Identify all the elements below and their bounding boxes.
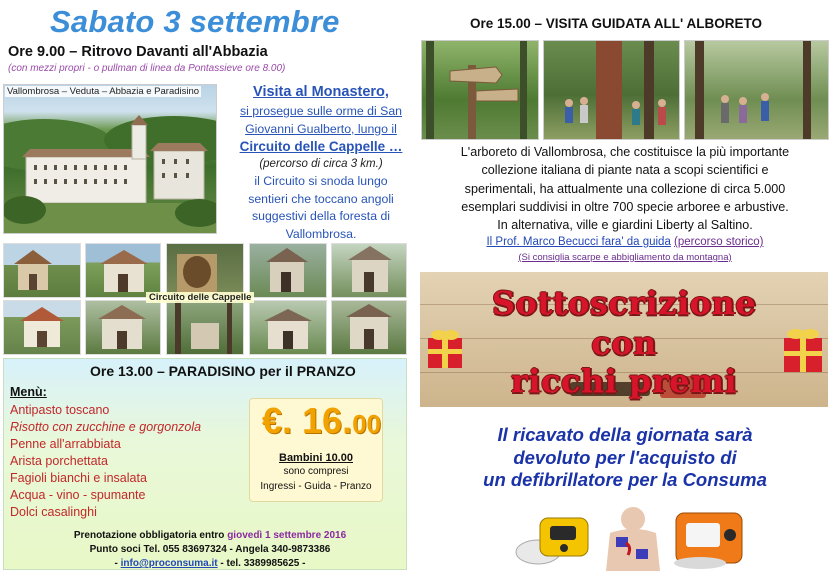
circuit-name: Circuito delle Cappelle … (239, 139, 403, 154)
booking-date: giovedì 1 settembre 2016 (227, 530, 347, 541)
abbey-photo-caption: Vallombrosa – Veduta – Abbazia e Paradisino (7, 86, 200, 97)
tour-line: esemplari suddivisi in oltre 700 specie arboree e arbustive. (461, 199, 789, 214)
menu-item: Antipasto toscano (10, 403, 110, 417)
banner-line: Sottoscrizione (491, 284, 757, 322)
chapel-photo (85, 300, 161, 355)
booking-dash: - (114, 558, 118, 569)
menu-item: Acqua - vino - spumante (10, 488, 146, 502)
price-cents: 00 (352, 409, 381, 439)
abbey-illustration (4, 85, 217, 234)
monastery-line: suggestivi della foresta di (251, 209, 391, 223)
chapel-photo (85, 243, 161, 298)
included-label: sono compresi (283, 466, 349, 477)
aed-case-icon (670, 505, 750, 571)
tour-photo-group (543, 40, 680, 140)
chapel-photo (331, 243, 407, 298)
menu-title: Menù: (10, 385, 47, 399)
email-link[interactable]: info@proconsuma.it (120, 558, 218, 569)
booking-prefix: Prenotazione obbligatoria entro (73, 530, 225, 541)
chapel-photo (3, 243, 81, 298)
tour-line: collezione italiana di piante nata a scopi scientifici e (481, 163, 769, 178)
monastery-line: Vallombrosa. (285, 226, 357, 241)
banner-line: ricchi premi (510, 362, 738, 400)
menu-item: Risotto con zucchine e gorgonzola (10, 420, 202, 434)
clothing-note: (Si consiglia scarpe e abbigliamento da montagna) (518, 252, 732, 263)
meeting-note: (con mezzi propri - o pullman di linea da Pontassieve ore 8.00) (8, 63, 286, 74)
monastery-line: il Circuito si snoda lungo (254, 174, 388, 188)
cpr-pads-icon (598, 503, 668, 571)
menu-item: Dolci casalinghi (10, 505, 97, 519)
menu-item: Penne all'arrabbiata (10, 437, 121, 451)
tour-photo-forest-walk (684, 40, 829, 140)
banner-line: con (591, 324, 657, 362)
monastery-title: Visita al Monastero, (253, 84, 389, 100)
guide-info (425, 236, 825, 248)
page-title: Sabato 3 settembre (50, 4, 340, 39)
price-main: €. 16. (262, 400, 353, 441)
chapel-photo (3, 300, 81, 355)
booking-contact (30, 558, 390, 569)
monastery-line: sentieri che toccano angoli (248, 191, 394, 206)
price (262, 400, 381, 442)
guide-name: Il Prof. Marco Becucci fara' da guida (486, 236, 671, 248)
proceeds-line: un defibrillatore per la Consuma (483, 469, 767, 490)
proceeds-line: devoluto per l'acquisto di (513, 446, 737, 468)
monastery-line: si prosegue sulle orme di San (240, 104, 402, 118)
included-items: Ingressi - Guida - Pranzo (260, 481, 372, 492)
defibrillator-icon (508, 508, 598, 570)
guide-route: (percorso storico) (674, 236, 764, 248)
tour-line: L'arboreto di Vallombrosa, che costituisce la più importante (460, 145, 790, 159)
abbey-photo (3, 84, 217, 234)
lunch-title: Ore 13.00 – PARADISINO per il PRANZO (90, 363, 356, 379)
tour-line: sperimentali, ha attualmente una collezione di circa 5.000 (464, 181, 786, 196)
booking-tel: - tel. 3389985625 - (220, 558, 306, 569)
chapel-photo (249, 300, 327, 355)
booking-deadline (30, 530, 390, 541)
monastery-line: Giovanni Gualberto, lungo il (245, 121, 397, 136)
chapel-photo (166, 300, 244, 355)
chapel-photo (249, 243, 327, 298)
tour-description (425, 143, 825, 234)
menu-item: Arista porchettata (10, 454, 108, 468)
tour-title: Ore 15.00 – VISITA GUIDATA ALL' ALBORETO (470, 16, 763, 31)
chapel-photo (331, 300, 407, 355)
tour-photo-signpost (421, 40, 539, 140)
chapels-caption: Circuito delle Cappelle (146, 292, 254, 303)
chapel-photo (166, 243, 244, 298)
booking-phones: Punto soci Tel. 055 83697324 - Angela 340-9873386 (89, 544, 331, 555)
proceeds-line: Il ricavato della giornata sarà (497, 424, 753, 445)
circuit-distance: (percorso di circa 3 km.) (259, 157, 383, 170)
tour-line: In alternativa, ville e giardini Liberty al Saltino. (497, 218, 753, 233)
meeting-time: Ore 9.00 – Ritrovo Davanti all'Abbazia (8, 44, 268, 60)
prize-banner (420, 272, 828, 407)
proceeds-message (425, 424, 825, 492)
monastery-description (224, 103, 418, 243)
menu-item: Fagioli bianchi e insalata (10, 471, 147, 485)
kids-price: Bambini 10.00 (279, 452, 353, 464)
